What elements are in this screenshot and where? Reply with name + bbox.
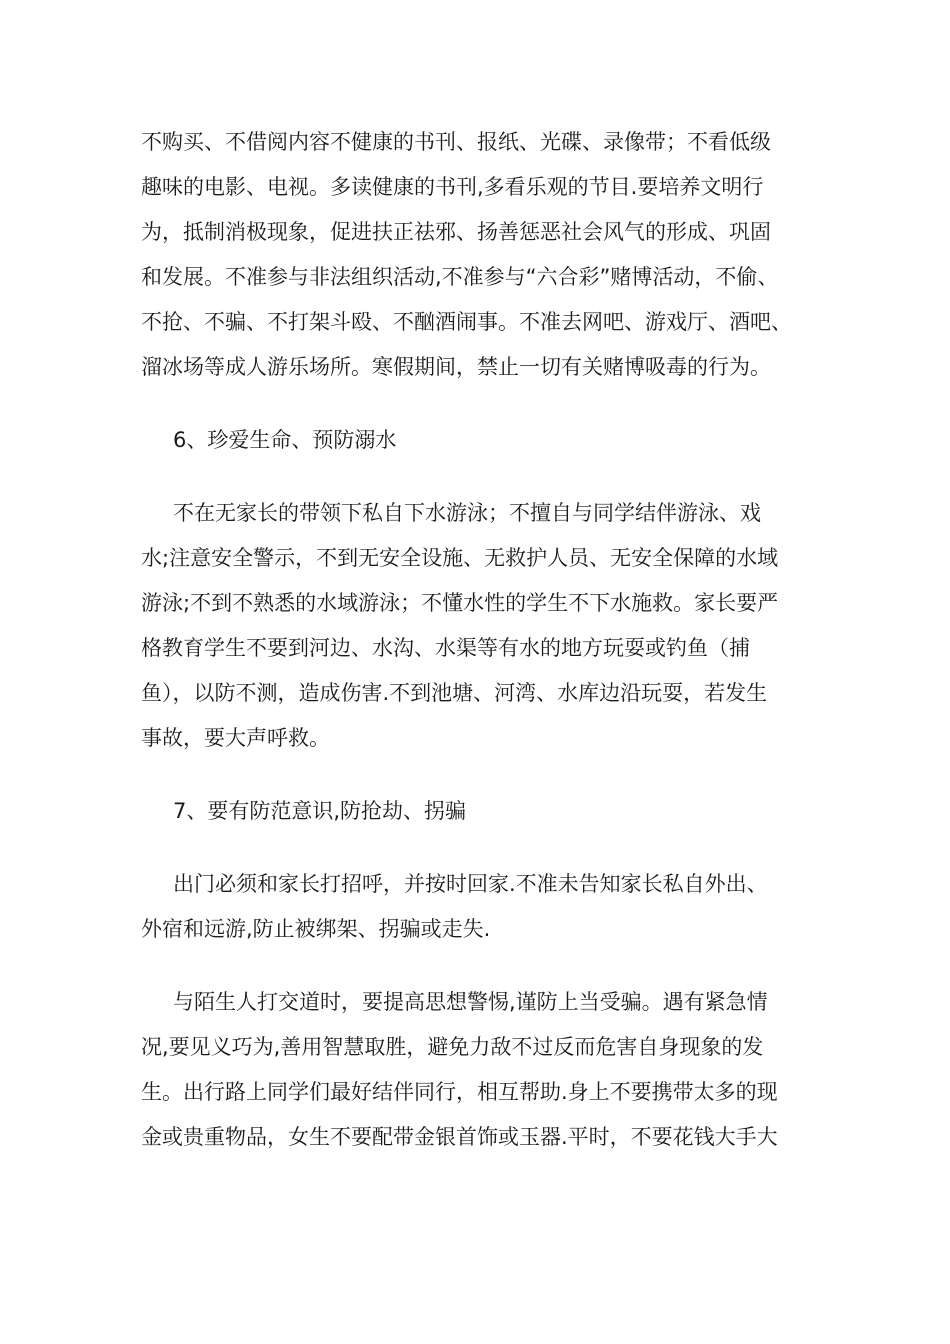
paragraph-going-out: [141, 862, 821, 952]
text-line: 外宿和远游,防止被绑架、拐骗或走失.: [141, 917, 491, 941]
text-line: 况,要见义巧为,善用智慧取胜，避免力敌不过反而危害自身现象的发: [141, 1035, 764, 1059]
text-line: 出门必须和家长打招呼，并按时回家.不准未告知家长私自外出、: [173, 872, 768, 896]
text-line: 不在无家长的带领下私自下水游泳；不擅自与同学结伴游泳、戏: [173, 501, 761, 525]
text-line: 格教育学生不要到河边、水沟、水渠等有水的地方玩耍或钓鱼（捕: [141, 636, 750, 660]
paragraph-gap: [141, 463, 821, 491]
text-line: 金或贵重物品，女生不要配带金银首饰或玉器.平时，不要花钱大手大: [141, 1125, 778, 1149]
text-line: 水;注意安全警示，不到无安全设施、无救护人员、无安全保障的水域: [141, 546, 779, 570]
text-line: 趣味的电影、电视。多读健康的书刊,多看乐观的节目.要培养文明行: [141, 175, 764, 199]
text-line: 事故，要大声呼救。: [141, 726, 330, 750]
text-line: 不购买、不借阅内容不健康的书刊、报纸、光碟、录像带；不看低级: [141, 130, 771, 154]
text-line: 生。出行路上同学们最好结伴同行，相互帮助.身上不要携带太多的现: [141, 1080, 778, 1104]
text-line: 不抢、不骗、不打架斗殴、不酗酒闹事。不准去网吧、游戏厅、酒吧、: [141, 310, 792, 334]
paragraph-conduct: [141, 120, 821, 390]
paragraph-strangers: [141, 980, 821, 1160]
text-line: 和发展。不准参与非法组织活动,不准参与“六合彩”赌博活动，不偷、: [141, 265, 779, 289]
paragraph-gap: [141, 952, 821, 980]
paragraph-gap: [141, 761, 821, 789]
document-page: [141, 120, 821, 1160]
paragraph-gap: [141, 390, 821, 418]
section-heading-6: 6、珍爱生命、预防溺水: [173, 428, 397, 452]
paragraph-gap: [141, 834, 821, 862]
text-line: 与陌生人打交道时，要提高思想警惕,谨防上当受骗。遇有紧急情: [173, 990, 768, 1014]
text-line: 游泳;不到不熟悉的水域游泳；不懂水性的学生不下水施救。家长要严: [141, 591, 779, 615]
paragraph-drowning: [141, 491, 821, 761]
section-heading-7: 7、要有防范意识,防抢劫、拐骗: [173, 799, 467, 823]
text-line: 鱼），以防不测，造成伤害.不到池塘、河湾、水库边沿玩耍，若发生: [141, 681, 768, 705]
text-line: 为，抵制消极现象，促进扶正祛邪、扬善惩恶社会风气的形成、巩固: [141, 220, 771, 244]
text-line: 溜冰场等成人游乐场所。寒假期间，禁止一切有关赌博吸毒的行为。: [141, 355, 771, 379]
